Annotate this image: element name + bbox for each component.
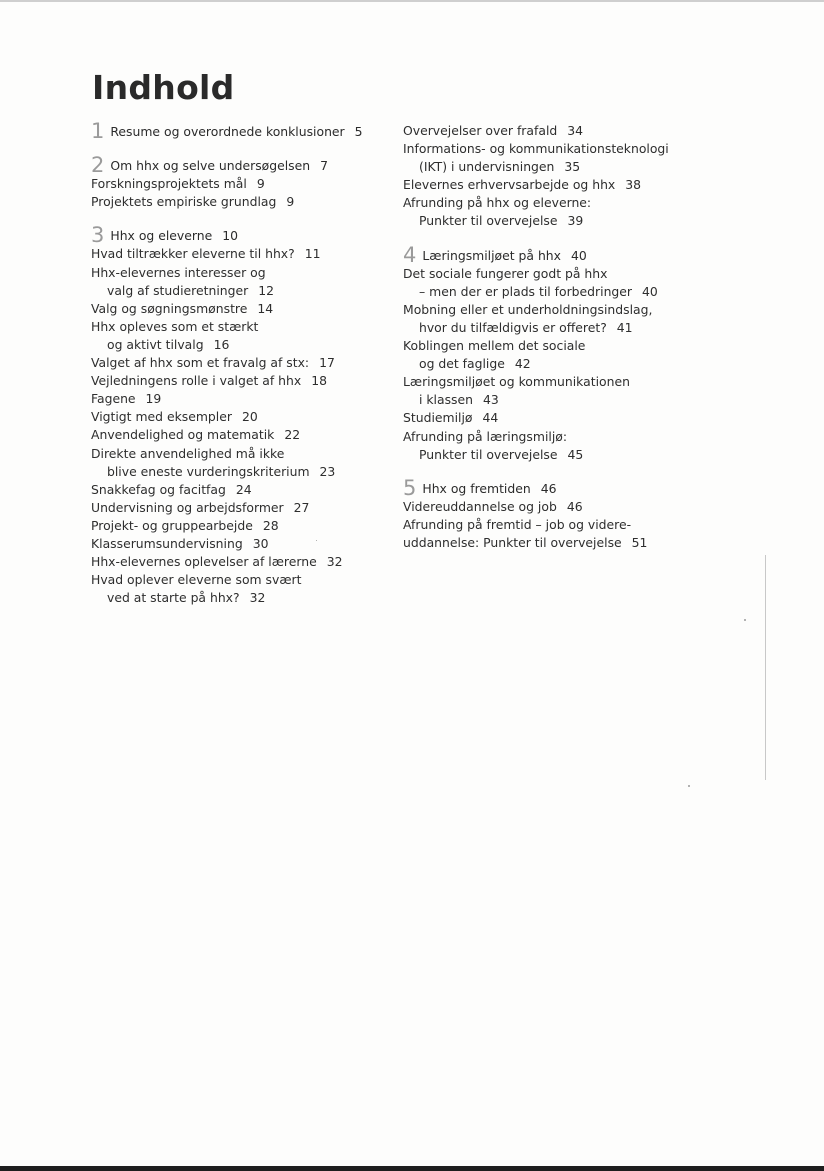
scan-speck	[316, 540, 317, 541]
toc-entry	[91, 264, 391, 282]
toc-page-number: 11	[304, 246, 321, 262]
toc-chapter-heading	[91, 119, 391, 143]
toc-page-number: 41	[616, 319, 633, 335]
toc-entry	[403, 516, 703, 534]
toc-entry-text: Valg og søgningsmønstre	[91, 300, 248, 316]
toc-entry	[403, 409, 703, 427]
toc-entry	[91, 445, 391, 463]
toc-page-number: 19	[145, 391, 162, 407]
toc-entry	[403, 265, 703, 283]
toc-entry-text: Valget af hhx som et fravalg af stx:	[91, 355, 310, 371]
toc-entry	[91, 426, 391, 444]
toc-entry-text: Videreuddannelse og job	[403, 498, 557, 514]
toc-page-number: 17	[319, 355, 335, 371]
toc-entry-continuation	[403, 212, 703, 230]
toc-entry	[403, 122, 703, 140]
page-bottom-edge	[0, 1166, 824, 1171]
toc-entry-text: Projektets empiriske grundlag	[91, 194, 277, 210]
chapter-number: 3	[91, 223, 105, 248]
toc-entry-text: Koblingen mellem det sociale	[403, 338, 586, 354]
toc-entry-text: Hhx-elevernes oplevelser af lærerne	[91, 554, 317, 570]
toc-page-number: 9	[256, 176, 265, 192]
toc-entry-text: i klassen	[419, 392, 473, 408]
toc-entry-text: Studiemiljø	[403, 410, 473, 426]
toc-entry	[91, 553, 391, 571]
toc-entry-text: Det sociale fungerer godt på hhx	[403, 265, 608, 281]
toc-entry	[91, 481, 391, 499]
toc-page-number: 44	[482, 410, 499, 426]
chapter-number: 5	[403, 475, 417, 500]
toc-page-number: 9	[286, 194, 295, 210]
toc-entry-text: Direkte anvendelighed må ikke	[91, 445, 285, 461]
toc-entry-text: Elevernes erhvervsarbejde og hhx	[403, 177, 616, 193]
toc-left-column	[91, 119, 391, 607]
toc-entry-text: blive eneste vurderingskriterium	[107, 463, 310, 479]
toc-page-number: 38	[625, 177, 642, 193]
toc-entry-continuation	[403, 158, 703, 176]
toc-entry-text: Afrunding på fremtid – job og videre-	[403, 516, 632, 532]
toc-entry-text: hvor du tilfældigvis er offeret?	[419, 319, 607, 335]
toc-entry-text: Forskningsprojektets mål	[91, 176, 247, 192]
toc-page-number: 40	[571, 247, 587, 263]
toc-page-number: 10	[222, 228, 238, 244]
toc-entry-text: Hhx og eleverne	[110, 228, 213, 244]
toc-page-number: 34	[567, 123, 584, 138]
toc-entry	[91, 300, 391, 318]
toc-entry	[91, 517, 391, 535]
page-title: Indhold	[92, 68, 235, 107]
toc-chapter-heading	[403, 242, 703, 267]
toc-page-number: 35	[564, 159, 581, 175]
toc-entry-continuation	[403, 355, 703, 373]
toc-entry-text: Punkter til overvejelse	[419, 213, 558, 229]
toc-entry-text: Vigtigt med eksempler	[91, 409, 232, 425]
toc-entry-continuation	[403, 446, 703, 464]
toc-page-number: 12	[258, 282, 274, 298]
toc-entry-text: Informations- og kommunikationsteknologi	[403, 141, 669, 157]
toc-entry	[91, 175, 391, 193]
page-top-edge	[0, 0, 824, 2]
toc-entry-continuation	[91, 336, 391, 354]
toc-entry	[403, 373, 703, 391]
scan-speck	[744, 619, 746, 621]
toc-page-number: 22	[284, 427, 301, 443]
toc-page-number: 30	[252, 535, 269, 551]
toc-entry-text: uddannelse: Punkter til overvejelse	[403, 534, 622, 550]
toc-entry-text: Hhx opleves som et stærkt	[91, 318, 259, 334]
toc-right-column	[403, 122, 703, 552]
toc-page-number: 7	[320, 158, 328, 174]
toc-entry-continuation	[403, 283, 703, 301]
toc-entry	[91, 193, 391, 211]
toc-entry-text: Om hhx og selve undersøgelsen	[110, 158, 311, 174]
toc-entry	[403, 301, 703, 319]
toc-entry-continuation	[403, 319, 703, 337]
chapter-number: 2	[91, 153, 105, 178]
toc-entry-continuation	[403, 391, 703, 409]
toc-entry-text: Resume og overordnede konklusioner	[110, 124, 345, 139]
toc-entry-text: Hhx og fremtiden	[422, 480, 531, 496]
toc-entry-text: Læringsmiljøet og kommunikationen	[403, 374, 630, 390]
toc-entry	[91, 499, 391, 517]
toc-entry	[403, 337, 703, 355]
toc-entry-continuation	[91, 282, 391, 300]
toc-page-number: 43	[482, 392, 499, 408]
toc-entry	[91, 390, 391, 408]
toc-entry-continuation	[91, 589, 391, 607]
toc-chapter-heading	[403, 475, 703, 500]
toc-entry-continuation	[91, 463, 391, 481]
chapter-number: 4	[403, 242, 417, 267]
toc-entry-text: Snakkefag og facitfag	[91, 481, 226, 497]
scan-margin-line	[765, 555, 766, 780]
toc-entry	[403, 534, 703, 552]
toc-entry-text: Undervisning og arbejdsformer	[91, 499, 284, 515]
toc-entry	[91, 535, 391, 553]
toc-entry	[403, 498, 703, 516]
toc-page-number: 5	[354, 124, 363, 139]
toc-chapter-heading	[91, 223, 391, 248]
scan-speck	[688, 785, 690, 787]
toc-entry-text: Læringsmiljøet på hhx	[422, 247, 561, 263]
toc-page-number: 46	[566, 498, 583, 514]
toc-entry-text: Overvejelser over frafald	[403, 123, 558, 138]
toc-page-number: 23	[319, 463, 336, 479]
toc-entry	[91, 354, 391, 372]
toc-entry-text: (IKT) i undervisningen	[419, 159, 555, 175]
toc-page-number: 40	[642, 283, 658, 299]
toc-entry-text: Mobning eller et underholdningsindslag,	[403, 301, 653, 317]
toc-entry	[403, 428, 703, 446]
toc-page-number: 24	[235, 481, 252, 497]
toc-page-number: 27	[293, 499, 310, 515]
toc-entry-text: og det faglige	[419, 356, 505, 372]
toc-entry-text: og aktivt tilvalg	[107, 336, 204, 352]
toc-page-number: 39	[567, 213, 584, 229]
toc-page-number: 42	[514, 356, 531, 372]
toc-entry-text: valg af studieretninger	[107, 282, 249, 298]
toc-entry-text: ved at starte på hhx?	[107, 590, 240, 606]
toc-page-number: 51	[631, 534, 648, 550]
toc-entry-text: Punkter til overvejelse	[419, 446, 558, 462]
toc-entry	[403, 140, 703, 158]
toc-entry	[91, 245, 391, 263]
toc-entry	[91, 571, 391, 589]
toc-entry	[403, 176, 703, 194]
toc-entry-text: Afrunding på hhx og eleverne:	[403, 195, 592, 211]
toc-page-number: 28	[262, 517, 279, 533]
toc-page-number: 45	[567, 446, 584, 462]
toc-entry-text: Afrunding på læringsmiljø:	[403, 428, 568, 444]
toc-entry-text: Vejledningens rolle i valget af hhx	[91, 373, 302, 389]
toc-page-number: 14	[257, 300, 274, 316]
toc-page-number: 32	[326, 554, 343, 570]
toc-entry-text: Hvad oplever eleverne som svært	[91, 572, 302, 588]
toc-entry-text: Hhx-elevernes interesser og	[91, 264, 266, 280]
toc-page-number: 16	[213, 336, 230, 352]
toc-entry	[403, 194, 703, 212]
toc-chapter-heading	[91, 153, 391, 178]
toc-page-number: 20	[241, 409, 258, 425]
toc-entry-text: Hvad tiltrækker eleverne til hhx?	[91, 246, 295, 262]
toc-entry	[91, 318, 391, 336]
toc-entry-text: Projekt- og gruppearbejde	[91, 517, 253, 533]
toc-entry-text: Anvendelighed og matematik	[91, 427, 275, 443]
toc-entry-text: Klasserumsundervisning	[91, 535, 243, 551]
toc-entry-text: Fagene	[91, 391, 136, 407]
toc-page-number: 32	[249, 590, 266, 606]
toc-entry-text: – men der er plads til forbedringer	[419, 283, 633, 299]
toc-entry	[91, 372, 391, 390]
chapter-number: 1	[91, 119, 105, 143]
toc-page-number: 46	[540, 480, 557, 496]
toc-page-number: 18	[311, 373, 327, 389]
toc-entry	[91, 408, 391, 426]
